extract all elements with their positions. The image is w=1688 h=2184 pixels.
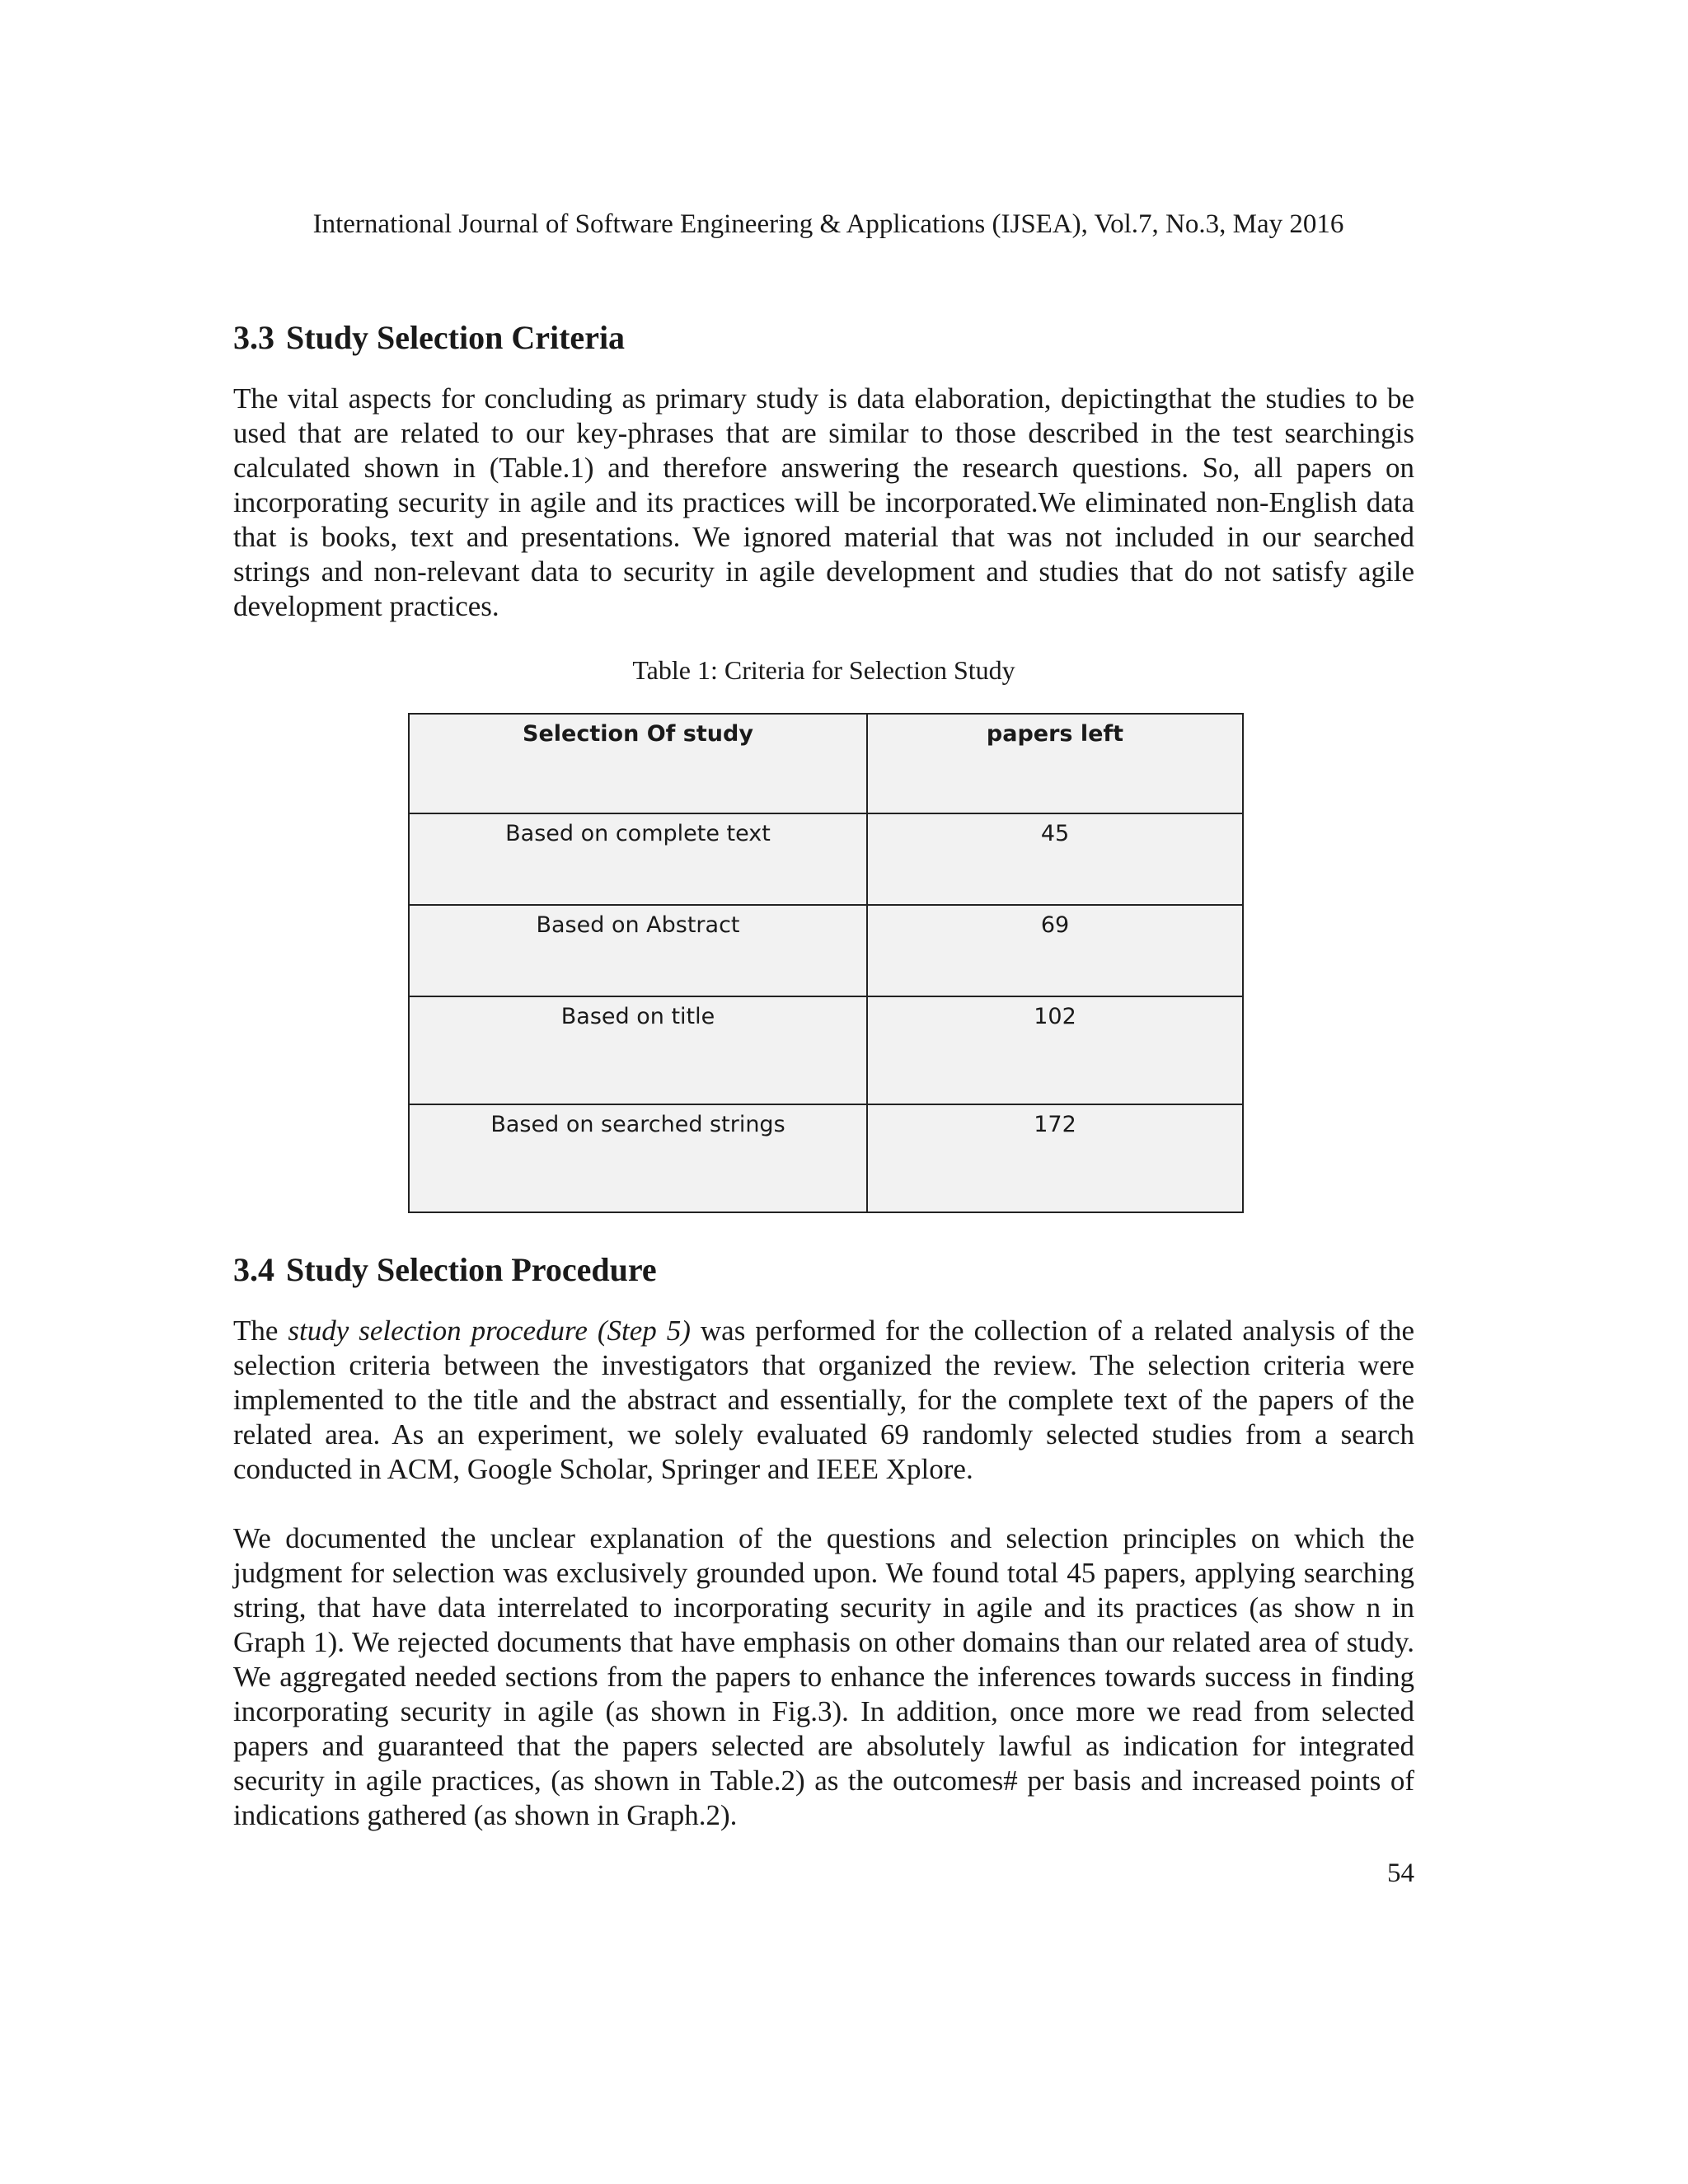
table-caption: Table 1: Criteria for Selection Study	[632, 655, 1015, 685]
section-3-4-paragraph-2: We documented the unclear explanation of the questions and selection principles on which the judgment for selection was exclusively grounded upon. We found total 45 papers, applying searching string, that have data interrelated to incorporating security in agile and its practices (as show n in Graph 1). We rejected documents that have emphasis on other domains than our related area of study. We aggregated needed sections from the papers to enhance the inferences towards success in finding incorporating security in agile (as shown in Fig.3). In addition, once more we read from selected papers and guaranteed that the papers selected are absolutely lawful as indication for integrated security in agile practices, (as shown in Table.2) as the outcomes# per basis and increased points of indications gathered (as shown in Graph.2).	[233, 1522, 1414, 1831]
section-title: Study Selection Procedure	[286, 1251, 657, 1288]
table-header-row	[409, 714, 1243, 813]
paragraph-text: was performed for the collection of a related analysis of the selection criteria between the investigators that organized the review. The selection criteria were implemented to the title and the abstract and essentially, for the complete text of the papers of the related area. As an experiment, we solely evaluated 69 randomly selected studies from a search conducted in ACM, Google Scholar, Springer and IEEE Xplore.	[233, 1315, 1415, 1485]
table-row	[409, 905, 1243, 996]
page-number: 54	[1387, 1858, 1414, 1888]
section-number: 3.3	[233, 319, 274, 356]
table-cell: 69	[867, 905, 1243, 996]
section-number: 3.4	[233, 1251, 274, 1288]
column-header: Selection Of study	[409, 714, 867, 813]
table-row	[409, 1104, 1243, 1212]
section-heading-3-4	[233, 1249, 1414, 1291]
table-cell: 172	[867, 1104, 1243, 1212]
emphasized-term: study selection procedure (Step 5)	[288, 1315, 691, 1347]
table-cell: Based on title	[409, 996, 867, 1104]
table-cell: Based on searched strings	[409, 1104, 867, 1212]
page-content	[233, 317, 1414, 1833]
table-cell: Based on complete text	[409, 813, 867, 905]
column-header: papers left	[867, 714, 1243, 813]
running-header: International Journal of Software Engineering & Applications (IJSEA), Vol.7, No.3, May 2016	[312, 209, 1344, 239]
section-title: Study Selection Criteria	[286, 319, 626, 356]
table-cell: Based on Abstract	[409, 905, 867, 996]
section-3-4-paragraph-1	[233, 1314, 1414, 1487]
table-cell: 102	[867, 996, 1243, 1104]
criteria-table	[408, 713, 1244, 1213]
table-row	[409, 996, 1243, 1104]
table-cell: 45	[867, 813, 1243, 905]
section-heading-3-3	[233, 317, 1414, 359]
section-3-3-paragraph: The vital aspects for concluding as primary study is data elaboration, depictingthat the studies to be used that are related to our key-phrases that are similar to those described in the test searchingis calculated shown in (Table.1) and therefore answering the research questions. So, all papers on incorporating security in agile and its practices will be incorporated.We eliminated non-English data that is books, text and presentations. We ignored material that was not included in our searched strings and non-relevant data to security in agile development and studies that do not satisfy agile development practices.	[233, 382, 1414, 622]
table-row	[409, 813, 1243, 905]
paragraph-lead: The	[233, 1315, 288, 1347]
